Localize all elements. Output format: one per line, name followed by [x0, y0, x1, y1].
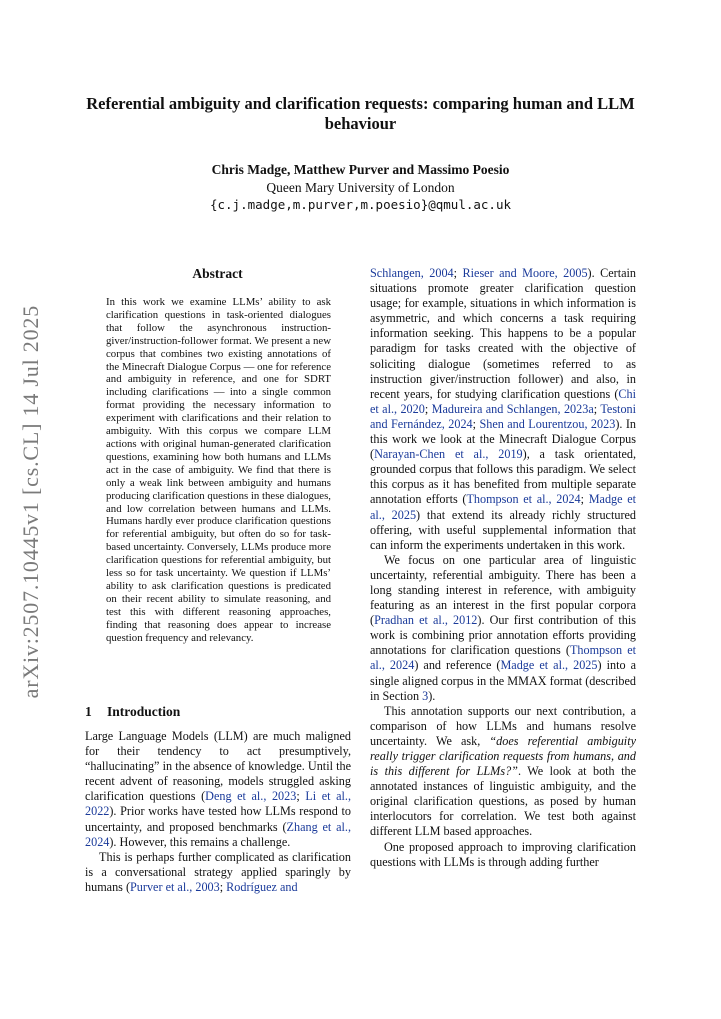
- right-paragraph-2: [370, 553, 636, 704]
- citation-link[interactable]: Pradhan et al., 2012: [374, 613, 478, 628]
- citation-link[interactable]: Thompson et al., 2024: [466, 492, 581, 507]
- citation-link[interactable]: Zhang et al., 2024: [85, 819, 351, 849]
- text-run: One proposed approach to improving clarification questions with LLMs is through adding further: [370, 839, 636, 869]
- text-run: ), a task orientated, grounded corpus that follows this paradigm. We select this corpus as it has benefited from multiple separate annotation efforts (: [370, 447, 637, 507]
- citation-link[interactable]: Rieser and Moore, 2005: [462, 266, 588, 280]
- citation-link[interactable]: Madge et al., 2025: [370, 492, 637, 522]
- intro-left-column: [85, 729, 351, 895]
- text-run: ). However, this remains a challenge.: [109, 834, 291, 849]
- text-run: . We look at both the annotated instances of linguistic ambiguity, and the original clarification questions, as posed by human interlocutors for correlation. We test both against different LLM based approaches.: [370, 764, 636, 839]
- text-run: ;: [424, 401, 432, 416]
- affiliation: Queen Mary University of London: [266, 180, 455, 195]
- text-run: ) that extend its already richly structured offering, with useful supplemental information that can inform the experiments undertaken in this work.: [370, 507, 637, 552]
- text-run: ). Our first contribution of this work is combining prior annotation efforts providing annotations for clarification questions (: [370, 613, 636, 658]
- text-run: ;: [472, 416, 480, 431]
- author-emails: {c.j.madge,m.purver,m.poesio}@qmul.ac.uk: [209, 197, 512, 212]
- author-list: Chris Madge, Matthew Purver and Massimo Poesio: [211, 162, 510, 177]
- text-run: ). Certain situations promote greater clarification question usage; for example, situations in which information is asymmetric, and which concerns a task requiring information seeking. This happens to be a popular paradigm for tasks created with the objective of soliciting dialogue (sometimes referred to as instruction giver/instruction follower) and also, in recent years, for studying clarification questions (: [370, 266, 636, 401]
- citation-link[interactable]: Chi et al., 2020: [370, 386, 636, 416]
- intro-paragraph-2: [85, 850, 351, 895]
- citation-link[interactable]: Shen and Lourentzou, 2023: [479, 416, 616, 431]
- section-reference-link[interactable]: 3: [422, 688, 429, 703]
- text-run: ). Prior works have tested how LLMs respond to uncertainty, and proposed benchmarks (: [85, 804, 351, 834]
- abstract-text: In this work we examine LLMs’ ability to ask clarification questions in task-oriented dialogues that follow the asynchronous instruction-giver/instruction-follower format. We present a new corpus that combines two existing annotations of the Minecraft Dialogue Corpus — one for reference and ambiguity in reference, and one for SDRT including clarifications — into a single common format providing the necessary information to experiment with clarifications and their relation to ambiguity. With this corpus we compare LLM actions with original human-generated clarification questions, examining how both humans and LLMs act in the case of ambiguity. We find that there is only a weak link between ambiguity and humans producing clarification questions in these dialogues, and low correlation between humans and LLMs. Humans hardly ever produce clarification questions for referential ambiguity, but often do so for task-based uncertainty. Conversely, LLMs produce more clarification questions for referential ambiguity, but less so for task uncertainty. We question if LLMs’ ability to ask clarification questions is predicated on their recent ability to simulate reasoning, and test this with different reasoning approaches, finding that reasoning does appear to increase question frequency and relevancy.: [106, 296, 331, 644]
- text-run: ). In this work we look at the Minecraft Dialogue Corpus (: [370, 416, 636, 462]
- abstract-heading: Abstract: [192, 266, 243, 281]
- section-title: Introduction: [107, 704, 181, 719]
- text-run: ;: [593, 401, 601, 416]
- citation-link[interactable]: Schlangen, 2004: [370, 266, 454, 280]
- text-run: Large Language Models (LLM) are much maligned for their tendency to act presumptively, “hallucinating” in the absence of knowledge. Until the recent advent of reasoning, models struggled asking clarification questions (: [85, 729, 351, 804]
- text-run: ;: [580, 492, 589, 507]
- text-run: ) and reference (: [414, 658, 501, 673]
- section-heading-introduction: [85, 704, 350, 720]
- text-run: This annotation supports our next contribution, a comparison of how LLMs and humans resolve uncertainty. We ask,: [370, 703, 636, 748]
- citation-link[interactable]: Madureira and Schlangen, 2023a: [431, 401, 594, 416]
- section-number: 1: [85, 704, 92, 719]
- citation-link[interactable]: Narayan-Chen et al., 2019: [374, 447, 523, 462]
- citation-link[interactable]: Madge et al., 2025: [500, 658, 598, 673]
- citation-link[interactable]: Li et al., 2022: [85, 789, 351, 819]
- intro-paragraph-1: [85, 729, 351, 850]
- citation-link[interactable]: Deng et al., 2023: [205, 789, 297, 804]
- right-paragraph-3: [370, 704, 636, 840]
- text-run: We focus on one particular area of linguistic uncertainty, referential ambiguity. There has been a long standing interest in reference, with ambiguity featuring as an interest in the first popular corpora (: [370, 552, 636, 628]
- citation-link[interactable]: Thompson et al., 2024: [370, 643, 637, 673]
- right-paragraph-1: [370, 266, 636, 553]
- right-column: [370, 266, 636, 870]
- text-run: ;: [296, 789, 306, 804]
- text-run: ) into a single aligned corpus in the MMAX format (described in Section: [370, 658, 637, 703]
- citation-link[interactable]: Purver et al., 2003: [130, 879, 220, 894]
- citation-link[interactable]: Testoni and Fernández, 2024: [370, 401, 637, 431]
- citation-link[interactable]: Rodríguez and: [226, 879, 298, 894]
- text-run: This is perhaps further complicated as clarification is a conversational strategy applied sparingly by humans (: [85, 849, 351, 894]
- text-run: ;: [219, 879, 227, 894]
- right-paragraph-4: [370, 840, 636, 870]
- text-run: ).: [428, 688, 436, 703]
- arxiv-identifier: arXiv:2507.10445v1 [cs.CL] 14 Jul 2025: [18, 305, 43, 699]
- paper-title: Referential ambiguity and clarification requests: comparing human and LLM behaviour: [86, 94, 635, 133]
- text-run: ;: [453, 266, 463, 280]
- research-question: “does referential ambiguity really trigger clarification requests from humans, and is this different for LLMs?”: [370, 733, 636, 779]
